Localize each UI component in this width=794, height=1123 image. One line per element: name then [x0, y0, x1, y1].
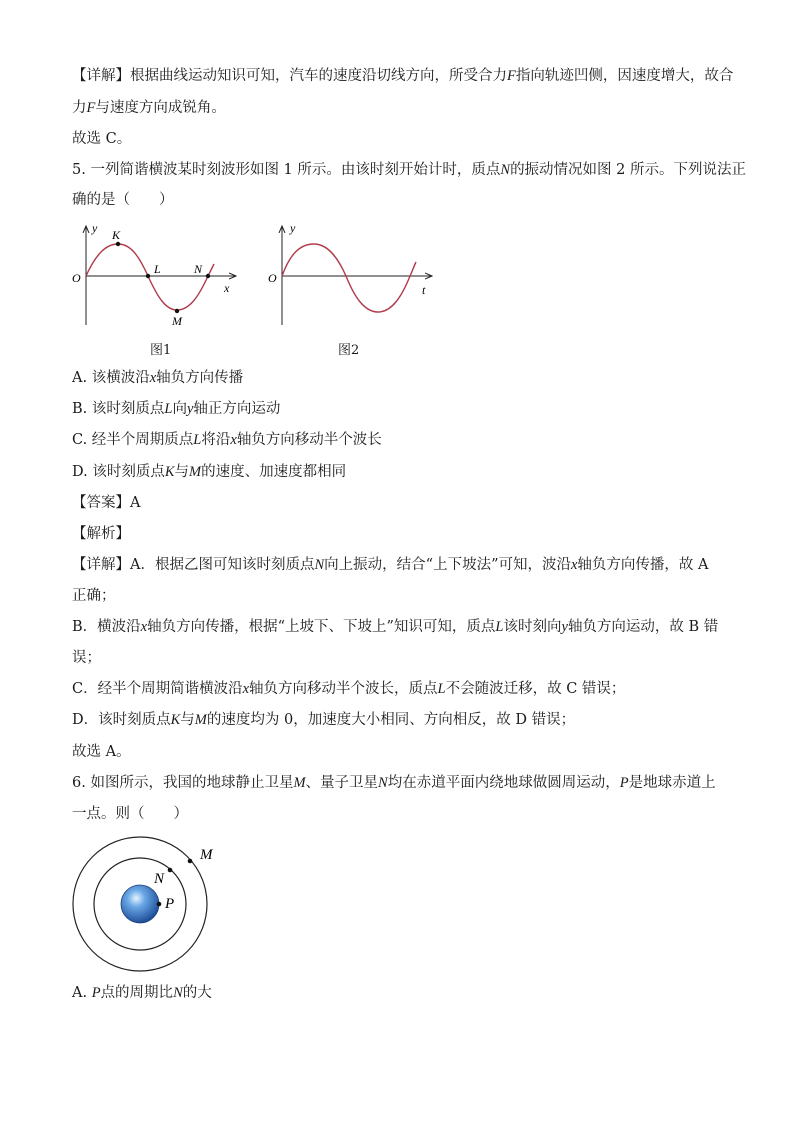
q5-option-c [72, 430, 382, 450]
text: 5. 一列简谐横波某时刻波形如图 1 所示。由该时刻开始计时，质点 [72, 162, 501, 178]
text: 该时刻向 [503, 619, 562, 635]
text: 点的周期比 [100, 985, 174, 1001]
text: A. [72, 985, 92, 1001]
label-y: y [290, 221, 296, 235]
text: D. 该时刻质点 [72, 464, 165, 480]
q6-stem-line-2: 一点。则（ ） [72, 806, 188, 822]
text: D．该时刻质点 [72, 712, 171, 728]
earth [121, 885, 159, 923]
var-N: N [500, 162, 511, 178]
label-M: M [172, 314, 182, 328]
label-N: N [194, 262, 203, 276]
text: 轴负方向移动半个波长，质点 [249, 681, 438, 697]
var-M: M [194, 712, 207, 728]
var-K: K [170, 712, 181, 728]
q5-option-d [72, 462, 346, 482]
q6-option-a [72, 983, 212, 1003]
q5-option-a [72, 368, 243, 388]
satellite-N [168, 868, 173, 873]
text: B. 该时刻质点 [72, 401, 165, 417]
text: 的速度均为 0，加速度大小相同、方向相反，故 D 错误； [206, 712, 576, 728]
label-y: y [92, 221, 98, 235]
var-N: N [173, 985, 183, 1001]
text: 向 [172, 401, 187, 417]
text: 是地球赤道上 [628, 775, 716, 791]
q6-stem-line-1 [72, 773, 716, 793]
text: 轴负方向移动半个波长 [236, 432, 382, 448]
q5-figure-2-vibration [264, 218, 444, 333]
point-P [157, 902, 162, 907]
text: 力 [72, 100, 87, 116]
q5-detail-line-2: 正确； [72, 588, 116, 604]
var-M: M [293, 775, 306, 791]
var-x: x [149, 370, 157, 386]
q6-orbit-figure [68, 834, 238, 974]
text: 轴负方向传播 [156, 370, 244, 386]
q4-choice: 故选 C。 [72, 131, 132, 147]
text: 、量子卫星 [305, 775, 379, 791]
q5-detail-line-3 [72, 617, 718, 637]
label-M: M [200, 847, 213, 863]
var-x: x [570, 557, 578, 573]
var-x: x [242, 681, 250, 697]
var-L: L [495, 619, 504, 635]
label-origin: O [72, 271, 81, 285]
text: 指向轨迹凹侧，因速度增大，故合 [515, 68, 734, 84]
label-L: L [154, 262, 161, 276]
q5-answer: 【答案】A [72, 495, 141, 511]
var-F: F [86, 100, 96, 116]
var-L: L [193, 432, 202, 448]
point-K [116, 242, 120, 246]
label-P: P [165, 896, 175, 912]
label-x: x [224, 281, 230, 295]
var-F: F [507, 68, 516, 84]
var-M: M [189, 464, 202, 480]
text: 将沿 [201, 432, 231, 448]
var-y: y [186, 401, 194, 417]
label-N: N [154, 871, 165, 887]
q5-analysis-heading: 【解析】 [72, 526, 130, 542]
text: 均在赤道平面内绕地球做圆周运动， [387, 775, 620, 791]
text: 轴负方向传播，根据“上坡下、下坡上”知识可知，质点 [147, 619, 496, 635]
text: 的大 [182, 985, 212, 1001]
text: 轴负方向传播，故 A [577, 557, 709, 573]
var-N: N [378, 775, 388, 791]
var-L: L [164, 401, 173, 417]
vibration-curve [282, 244, 416, 312]
wave-curve [86, 244, 214, 310]
text: 轴正方向运动 [193, 401, 281, 417]
q4-detail-line-2 [72, 98, 226, 118]
q5-detail-line-1 [72, 555, 709, 575]
q5-stem-line-1 [72, 160, 746, 180]
text: 【详解】根据曲线运动知识可知，汽车的速度沿切线方向，所受合力 [72, 68, 507, 84]
q5-detail-line-4: 误； [72, 650, 101, 666]
var-P: P [91, 985, 101, 1001]
var-x: x [140, 619, 148, 635]
text: 向上振动，结合“上下坡法”可知，波沿 [324, 557, 571, 573]
var-P: P [619, 775, 629, 791]
satellite-M [188, 859, 193, 864]
text: 轴负方向运动，故 B 错 [567, 619, 719, 635]
var-L: L [437, 681, 446, 697]
point-L [146, 274, 150, 278]
var-x: x [230, 432, 237, 448]
q4-detail-line-1 [72, 66, 733, 86]
figure-1-caption: 图1 [150, 343, 172, 358]
q5-stem-line-2: 确的是（ ） [72, 192, 174, 208]
point-N [206, 274, 210, 278]
point-M [175, 309, 179, 313]
text: A. 该横波沿 [72, 370, 150, 386]
q5-figure-1-waveform [66, 218, 246, 333]
q5-detail-line-5 [72, 679, 625, 699]
text: 与 [174, 464, 189, 480]
q5-choice: 故选 A。 [72, 744, 131, 760]
var-N: N [314, 557, 325, 573]
var-y: y [561, 619, 568, 635]
label-origin: O [268, 271, 277, 285]
q5-detail-line-6 [72, 710, 575, 730]
text: 的振动情况如图 2 所示。下列说法正 [510, 162, 747, 178]
text: 不会随波迁移，故 C 错误； [445, 681, 626, 697]
text: C．经半个周期简谐横波沿 [72, 681, 243, 697]
text: 的速度、加速度都相同 [201, 464, 347, 480]
text: C. 经半个周期质点 [72, 432, 194, 448]
var-K: K [164, 464, 175, 480]
text: B．横波沿 [72, 619, 141, 635]
text: 6. 如图所示，我国的地球静止卫星 [72, 775, 294, 791]
text: 与 [180, 712, 195, 728]
label-t: t [422, 283, 426, 297]
text: 与速度方向成锐角。 [95, 100, 226, 116]
q5-option-b [72, 399, 280, 419]
label-K: K [112, 228, 121, 242]
text: 【详解】A．根据乙图可知该时刻质点 [72, 557, 315, 573]
figure-2-caption: 图2 [338, 343, 360, 358]
